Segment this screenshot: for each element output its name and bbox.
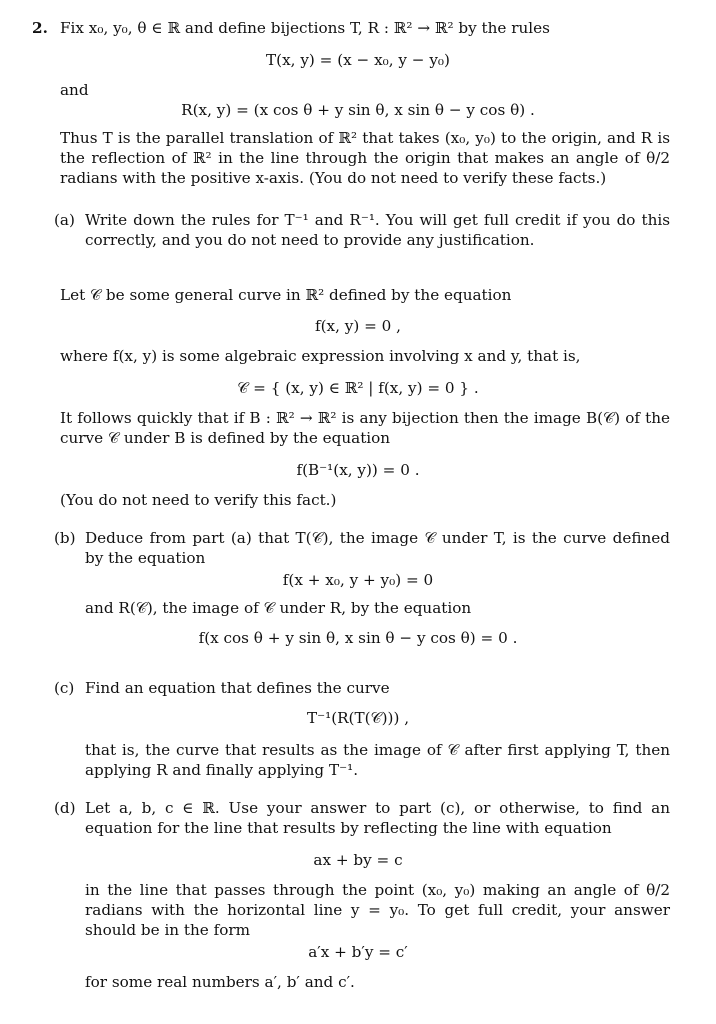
part-d-text2: in the line that passes through the point (x₀, y₀) making an angle of θ/2 radians with the horizontal line y = y₀. To get full credit, your answer should be in the form (85, 881, 670, 939)
part-d-text3: for some real numbers a′, b′ and c′. (85, 973, 355, 991)
equation-line: ax + by = c (313, 851, 403, 869)
curve-where: where f(x, y) is some algebraic expression involving x and y, that is, (60, 347, 581, 365)
curve-note: (You do not need to verify this fact.) (60, 491, 337, 509)
question-intro: Fix x₀, y₀, θ ∈ ℝ and define bijections T, R : ℝ² → ℝ² by the rules (60, 19, 550, 37)
part-b-label: (b) (54, 529, 76, 547)
question-explanation: Thus T is the parallel translation of ℝ² that takes (x₀, y₀) to the origin, and R is the reflection of ℝ² in the line through the origin that makes an angle of θ/2 radians with the positive x-axis. (You do not need to verify these facts.) (60, 129, 670, 187)
part-b-text2: and R(𝒞), the image of 𝒞 under R, by the equation (85, 599, 472, 617)
part-d-text1: Let a, b, c ∈ ℝ. Use your answer to part (c), or otherwise, to find an equation for the line that results by reflecting the line with equation (85, 799, 670, 837)
equation-bijection-image: f(B⁻¹(x, y)) = 0 . (296, 461, 420, 479)
equation-reflection: R(x, y) = (x cos θ + y sin θ, x sin θ − y cos θ) . (181, 101, 535, 119)
curve-follows: It follows quickly that if B : ℝ² → ℝ² is any bijection then the image B(𝒞) of the curve 𝒞 under B is defined by the equation (60, 409, 670, 447)
part-a-label: (a) (54, 211, 75, 229)
equation-curve: f(x, y) = 0 , (315, 317, 401, 335)
part-b-text1: Deduce from part (a) that T(𝒞), the image 𝒞 under T, is the curve defined by the equation (85, 529, 670, 567)
part-d-label: (d) (54, 799, 76, 817)
equation-answer-form: a′x + b′y = c′ (308, 943, 408, 961)
part-c-text1: Find an equation that defines the curve (85, 679, 390, 697)
equation-translated-curve: f(x + x₀, y + y₀) = 0 (282, 571, 434, 589)
question-number: 2. (32, 19, 48, 37)
part-a-text: Write down the rules for T⁻¹ and R⁻¹. You will get full credit if you do this correctly, and you do not need to provide any justification. (85, 211, 670, 249)
part-c-text2: that is, the curve that results as the image of 𝒞 after first applying T, then applying R and finally applying T⁻¹. (85, 741, 670, 779)
part-c-label: (c) (54, 679, 75, 697)
equation-curve-set: 𝒞 = { (x, y) ∈ ℝ² | f(x, y) = 0 } . (237, 379, 479, 397)
equation-reflected-curve: f(x cos θ + y sin θ, x sin θ − y cos θ) = 0 . (198, 629, 518, 647)
equation-translation: T(x, y) = (x − x₀, y − y₀) (266, 51, 450, 69)
equation-composite-curve: T⁻¹(R(T(𝒞))) , (306, 709, 410, 727)
curve-intro: Let 𝒞 be some general curve in ℝ² defined by the equation (60, 286, 512, 304)
and-text: and (60, 81, 89, 99)
